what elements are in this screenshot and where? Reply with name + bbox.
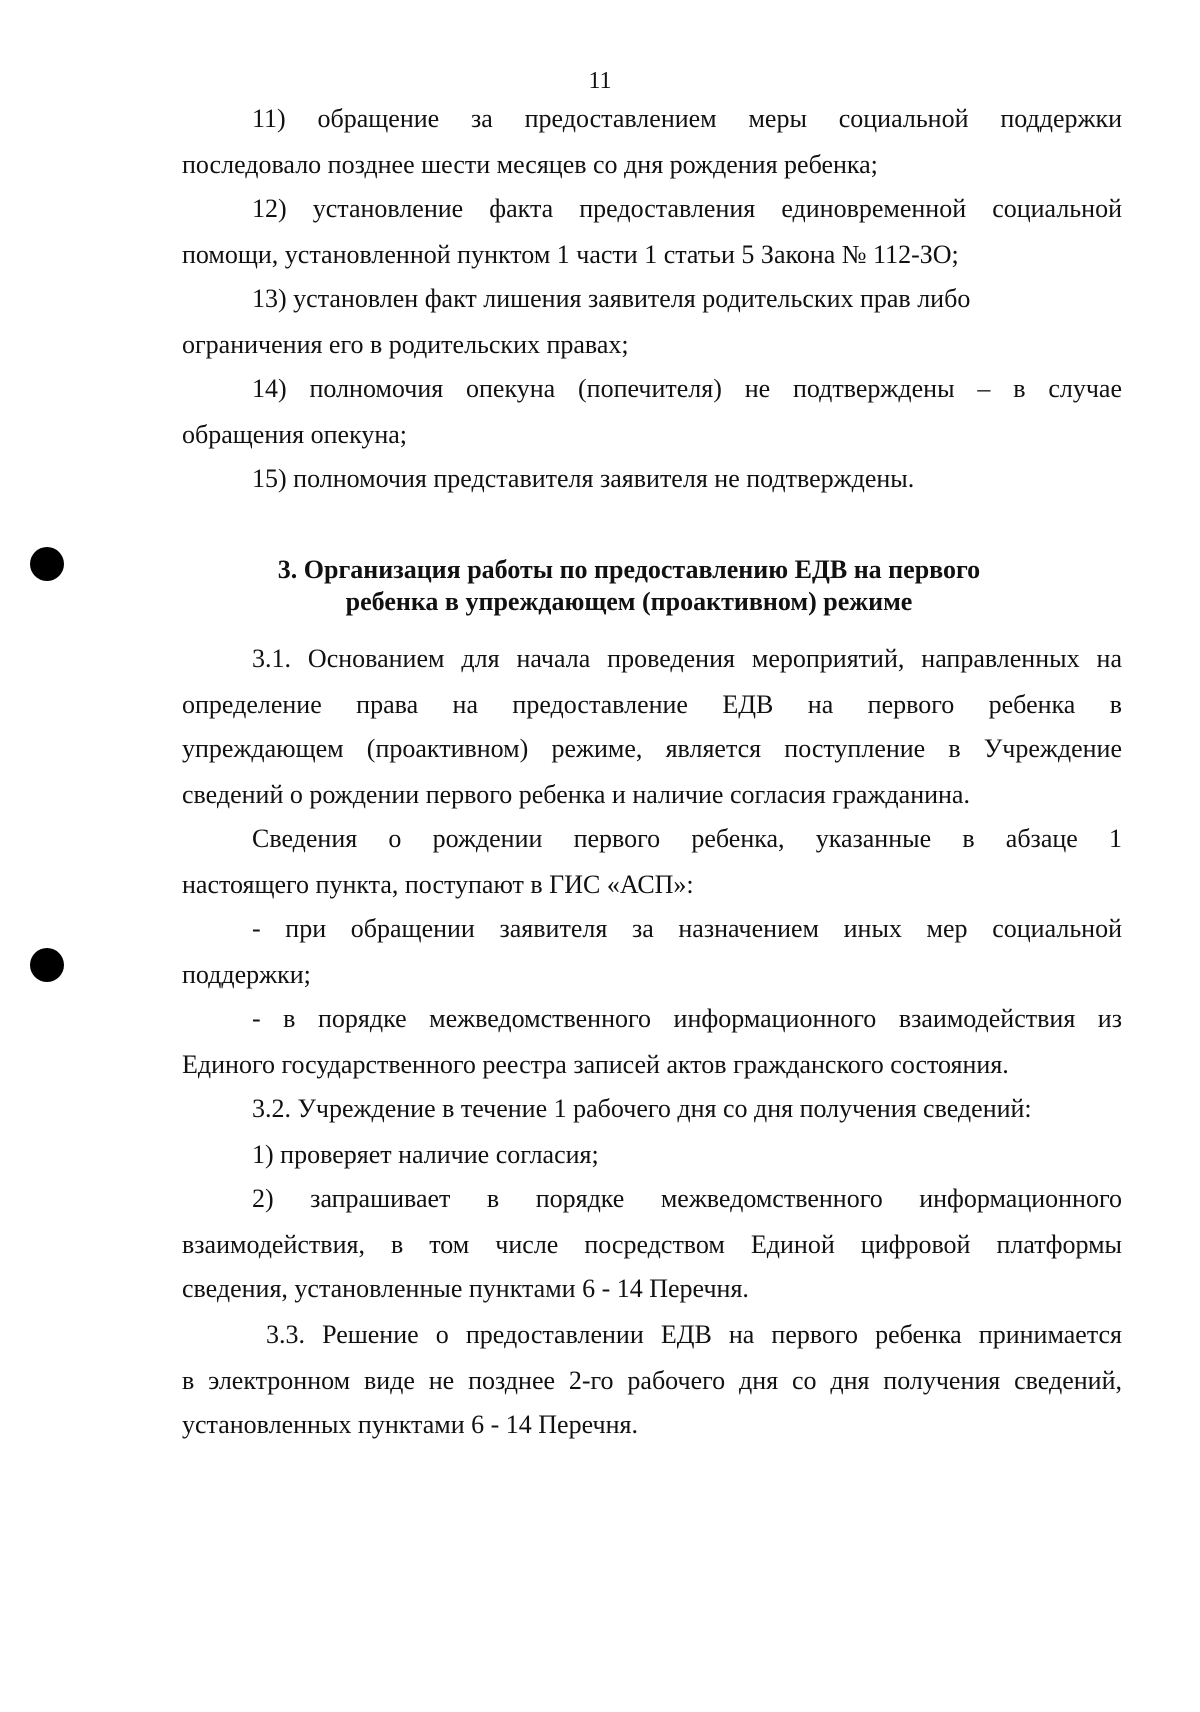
p32-line-1: 3.2. Учреждение в течение 1 рабочего дня со дня получения сведений: [252,1094,1032,1123]
p32-item-1: 1) проверяет наличие согласия; [252,1140,599,1169]
item-12-line-2: помощи, установленной пунктом 1 части 1 статьи 5 Закона № 112-ЗО; [182,240,959,269]
item-13-line-1: 13) установлен факт лишения заявителя родительских прав либо [252,284,971,313]
p33-line-3: установленных пунктами 6 - 14 Перечня. [182,1410,638,1439]
p31b-line-2: настоящего пункта, поступают в ГИС «АСП»: [182,870,694,899]
p31-line-4: сведений о рождении первого ребенка и наличие согласия гражданина. [182,780,970,809]
bullet-2-line-1: - в порядке межведомственного информационного взаимодействия из [252,1004,1122,1033]
section-3-title-line-2: ребенка в упреждающем (проактивном) режиме [345,587,913,616]
p32-item-2-line-1: 2) запрашивает в порядке межведомственного информационного [252,1184,1122,1213]
p33-line-2: в электронном виде не позднее 2-го рабочего дня со дня получения сведений, [182,1366,1122,1395]
item-14-line-2: обращения опекуна; [182,420,408,449]
p31-line-1: 3.1. Основанием для начала проведения мероприятий, направленных на [252,644,1122,673]
item-13-line-2: ограничения его в родительских правах; [182,330,629,359]
section-3-title-line-1: 3. Организация работы по предоставлению ЕДВ на первого [277,555,981,584]
bullet-1-line-1: - при обращении заявителя за назначением иных мер социальной [252,914,1122,943]
item-12-line-1: 12) установление факта предоставления единовременной социальной [252,194,1122,223]
punch-hole-bottom [30,948,64,982]
p32-item-2-line-3: сведения, установленные пунктами 6 - 14 Перечня. [182,1274,749,1303]
item-11-line-2: последовало позднее шести месяцев со дня рождения ребенка; [182,150,878,179]
p31-line-2: определение права на предоставление ЕДВ на первого ребенка в [182,690,1122,719]
item-15-line-1: 15) полномочия представителя заявителя не подтверждены. [252,464,915,493]
p32-item-2-line-2: взаимодействия, в том числе посредством Единой цифровой платформы [182,1230,1122,1259]
bullet-1-line-2: поддержки; [182,960,311,989]
p31b-line-1: Сведения о рождении первого ребенка, указанные в абзаце 1 [252,824,1122,853]
item-14-line-1: 14) полномочия опекуна (попечителя) не подтверждены – в случае [252,374,1122,403]
p31-line-3: упреждающем (проактивном) режиме, является поступление в Учреждение [182,734,1122,763]
page-number: 11 [588,68,612,94]
bullet-2-line-2: Единого государственного реестра записей актов гражданского состояния. [182,1050,1009,1079]
item-11-line-1: 11) обращение за предоставлением меры социальной поддержки [252,104,1122,133]
p33-line-1: 3.3. Решение о предоставлении ЕДВ на первого ребенка принимается [266,1320,1122,1349]
